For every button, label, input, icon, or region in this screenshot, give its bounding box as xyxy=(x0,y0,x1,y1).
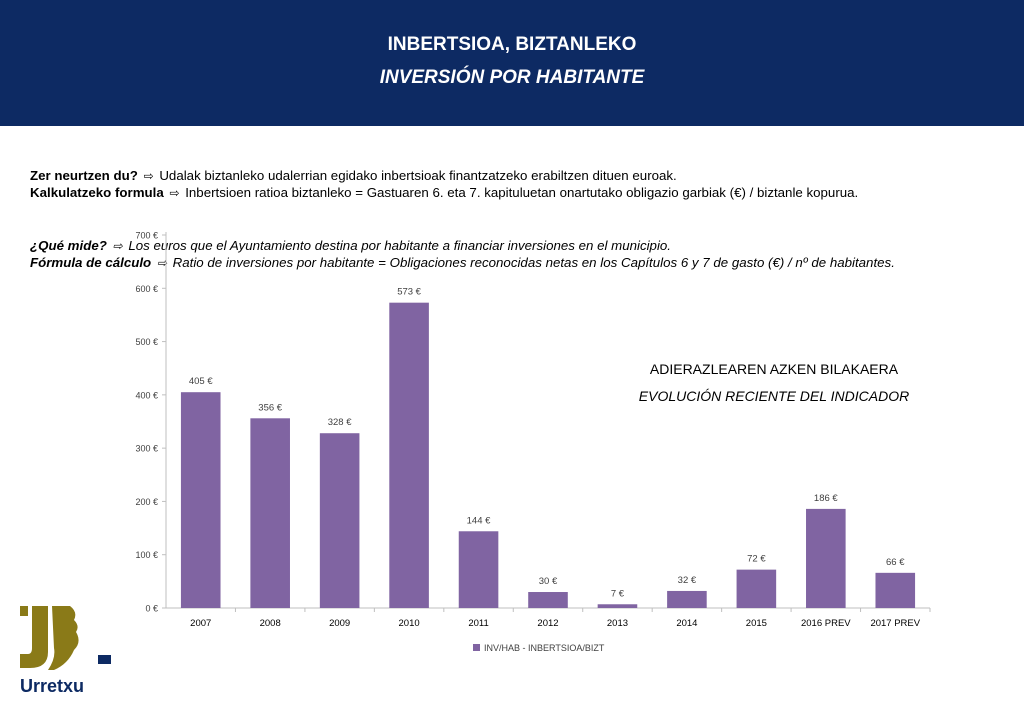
desc-eu-formula-label: Kalkulatzeko formula xyxy=(30,185,164,200)
bar xyxy=(389,303,429,608)
data-label: 30 € xyxy=(538,576,558,588)
y-tick-label: 600 € xyxy=(135,283,158,294)
data-label: 144 € xyxy=(466,515,491,527)
desc-es-formula-label: Fórmula de cálculo xyxy=(30,255,152,270)
bar xyxy=(528,592,568,608)
desc-eu-formula xyxy=(30,184,858,202)
bar xyxy=(875,573,915,608)
desc-es-question-label: ¿Qué mide? xyxy=(30,238,107,253)
arrow-right-icon: ⇨ xyxy=(156,256,167,270)
y-tick-label: 700 € xyxy=(135,230,158,241)
x-tick-label: 2015 xyxy=(745,618,767,629)
data-label: 573 € xyxy=(397,286,421,298)
data-label: 66 € xyxy=(886,556,905,568)
x-tick-label: 2016 PREV xyxy=(800,618,851,629)
data-label: 72 € xyxy=(747,553,766,565)
desc-eu-question xyxy=(30,167,677,185)
y-tick-label: 400 € xyxy=(135,390,158,401)
bar xyxy=(598,604,638,608)
data-label: 7 € xyxy=(610,588,625,600)
desc-es-question-text: Los euros que el Ayuntamiento destina por habitante a financiar inversiones en el municipio. xyxy=(128,238,671,253)
data-label: 32 € xyxy=(677,574,697,586)
data-label: 328 € xyxy=(327,417,352,429)
bar xyxy=(181,392,221,608)
logo-emblem xyxy=(20,606,79,670)
x-tick-label: 2012 xyxy=(537,618,559,629)
investment-bar-chart xyxy=(120,222,950,662)
desc-eu-question-label: Zer neurtzen du? xyxy=(30,168,138,183)
arrow-right-icon: ⇨ xyxy=(143,169,154,183)
arrow-right-icon: ⇨ xyxy=(169,186,180,200)
header-banner xyxy=(0,0,1024,126)
desc-es-formula-text: Ratio de inversiones por habitante = Obligaciones reconocidas netas en los Capítulos 6 y 7 de gasto (€) / nº de habitantes. xyxy=(172,255,895,270)
legend-swatch xyxy=(473,644,480,651)
x-tick-label: 2013 xyxy=(606,618,629,629)
bar xyxy=(250,418,290,608)
y-tick-label: 300 € xyxy=(135,443,158,454)
desc-eu-question-text: Udalak biztanleko udalerrian egidako inbertsioak finantzatzeko erabiltzen dituen euroak. xyxy=(159,168,677,183)
bar xyxy=(806,509,846,608)
y-tick-label: 100 € xyxy=(135,550,158,561)
y-tick-label: 0 € xyxy=(145,603,158,614)
desc-eu-formula-text: Inbertsioen ratioa biztanleko = Gastuaren 6. eta 7. kapituluetan onartutako obligazio garbiak (€) / biztanle kopurua. xyxy=(185,185,859,200)
title-spanish: INVERSIÓN POR HABITANTE xyxy=(379,67,645,88)
bar xyxy=(737,570,777,608)
bar xyxy=(667,591,707,608)
y-tick-label: 200 € xyxy=(135,496,158,507)
data-label: 356 € xyxy=(258,402,283,414)
x-tick-label: 2009 xyxy=(329,618,351,629)
x-tick-label: 2010 xyxy=(398,618,420,629)
logo-text: Urretxu xyxy=(20,676,85,696)
bar xyxy=(320,433,360,608)
x-tick-label: 2011 xyxy=(468,618,489,629)
x-tick-label: 2014 xyxy=(676,618,698,629)
x-tick-label: 2017 PREV xyxy=(870,618,921,629)
x-tick-label: 2007 xyxy=(190,618,212,629)
data-label: 405 € xyxy=(188,376,213,388)
chart-subtitle-basque: ADIERAZLEAREN AZKEN BILAKAERA xyxy=(649,361,899,377)
x-tick-label: 2008 xyxy=(259,618,281,629)
title-basque: INBERTSIOA, BIZTANLEKO xyxy=(387,34,637,55)
logo-accent-square xyxy=(98,655,111,664)
urretxu-logo xyxy=(18,602,118,702)
chart-subtitle-spanish: EVOLUCIÓN RECIENTE DEL INDICADOR xyxy=(638,388,910,404)
arrow-right-icon: ⇨ xyxy=(112,239,123,253)
data-label: 186 € xyxy=(813,492,838,504)
legend-label: INV/HAB - INBERTSIOA/BIZT xyxy=(484,643,605,653)
bar xyxy=(459,531,499,608)
y-tick-label: 500 € xyxy=(135,337,158,348)
